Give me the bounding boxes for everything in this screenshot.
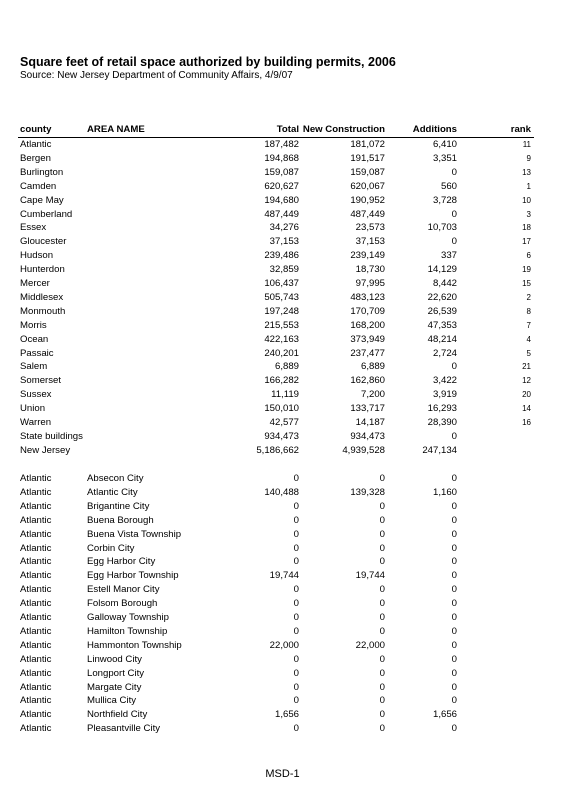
cell-county: Atlantic — [20, 500, 52, 512]
cell-area: Margate City — [87, 681, 142, 693]
cell-county: Atlantic — [20, 542, 52, 554]
cell-rank: 15 — [522, 279, 531, 288]
cell-total: 487,449 — [264, 208, 299, 220]
table-row — [0, 194, 565, 208]
cell-new: 0 — [379, 514, 385, 526]
cell-area: Hammonton Township — [87, 639, 182, 651]
cell-additions: 0 — [451, 430, 457, 442]
cell-county: Atlantic — [20, 639, 52, 651]
cell-total: 0 — [293, 542, 299, 554]
cell-new: 7,200 — [360, 389, 385, 401]
cell-total: 0 — [293, 667, 299, 679]
table-row — [0, 388, 565, 402]
cell-county: Passaic — [20, 347, 54, 359]
cell-total: 240,201 — [264, 347, 299, 359]
cell-new: 0 — [379, 653, 385, 665]
cell-area: Pleasantville City — [87, 723, 161, 735]
cell-county: Atlantic — [20, 514, 52, 526]
cell-total: 0 — [293, 681, 299, 693]
header-area-name: AREA NAME — [87, 124, 145, 135]
cell-rank: 5 — [526, 348, 531, 358]
table-row — [0, 597, 565, 611]
table-row — [0, 360, 565, 374]
cell-county: Middlesex — [20, 291, 64, 303]
header-additions: Additions — [412, 124, 457, 135]
cell-additions: 247,134 — [422, 444, 457, 456]
table-row — [0, 694, 565, 708]
cell-rank: 4 — [526, 334, 531, 344]
cell-rank: 13 — [522, 167, 531, 177]
cell-county: Atlantic — [20, 653, 52, 665]
cell-total: 0 — [293, 612, 299, 623]
cell-additions: 0 — [451, 528, 457, 540]
cell-additions: 0 — [451, 236, 457, 248]
cell-county: Atlantic — [20, 556, 52, 568]
cell-additions: 0 — [451, 208, 457, 220]
cell-area: Hamilton Township — [87, 625, 168, 637]
cell-county: Union — [20, 403, 46, 415]
cell-additions: 22,620 — [427, 291, 457, 303]
cell-total: 0 — [293, 723, 299, 735]
cell-new: 0 — [379, 709, 385, 721]
cell-new: 168,200 — [350, 319, 385, 331]
cell-new: 22,000 — [355, 639, 385, 651]
cell-additions: 0 — [451, 166, 457, 178]
table-row — [0, 625, 565, 639]
cell-county: Salem — [20, 361, 48, 373]
cell-new: 0 — [379, 500, 385, 512]
cell-rank: 11 — [522, 140, 531, 149]
cell-county: Atlantic — [20, 681, 52, 693]
cell-county: Cape May — [20, 194, 64, 206]
cell-county: Atlantic — [20, 486, 52, 498]
source-note: Source: New Jersey Department of Community Affairs, 4/9/07 — [20, 70, 293, 81]
cell-county: Cumberland — [20, 208, 73, 220]
cell-additions: 26,539 — [427, 305, 457, 317]
cell-total: 1,656 — [274, 709, 299, 721]
cell-additions: 0 — [451, 598, 457, 610]
table-row — [0, 208, 565, 222]
table-row — [0, 235, 565, 249]
cell-additions: 0 — [451, 639, 457, 651]
table-row — [0, 249, 565, 263]
table-row — [0, 319, 565, 333]
cell-additions: 0 — [451, 695, 457, 707]
table-row — [0, 138, 565, 152]
cell-total: 934,473 — [264, 430, 299, 442]
cell-new: 159,087 — [350, 166, 385, 178]
cell-area: Galloway Township — [87, 612, 169, 623]
cell-county: Sussex — [20, 389, 52, 401]
cell-additions: 0 — [451, 473, 457, 484]
cell-additions: 0 — [451, 723, 457, 735]
cell-county: Atlantic — [20, 528, 52, 540]
cell-new: 483,123 — [350, 291, 385, 303]
table-row — [0, 333, 565, 347]
table-row — [0, 555, 565, 569]
cell-new: 0 — [379, 667, 385, 679]
cell-area: Northfield City — [87, 709, 148, 721]
cell-total: 150,010 — [264, 403, 299, 415]
cell-rank: 3 — [526, 209, 531, 219]
table-row — [0, 277, 565, 291]
cell-additions: 47,353 — [427, 319, 457, 331]
table-row — [0, 500, 565, 514]
cell-total: 140,488 — [264, 486, 299, 498]
cell-county: Atlantic — [20, 625, 52, 637]
cell-new: 0 — [379, 723, 385, 735]
cell-new: 133,717 — [350, 403, 385, 415]
cell-total: 0 — [293, 653, 299, 665]
cell-additions: 3,422 — [432, 375, 457, 387]
cell-area: Corbin City — [87, 542, 135, 554]
cell-county: Atlantic — [20, 612, 52, 623]
cell-additions: 1,160 — [432, 486, 457, 498]
cell-new: 237,477 — [350, 347, 385, 359]
cell-county: Mercer — [20, 278, 50, 289]
cell-area: Atlantic City — [87, 486, 138, 498]
cell-new: 181,072 — [350, 139, 385, 150]
header-new-construction: New Construction — [302, 124, 385, 135]
table-row — [0, 430, 565, 444]
cell-county: Bergen — [20, 152, 51, 164]
cell-new: 620,067 — [350, 180, 385, 192]
cell-additions: 0 — [451, 514, 457, 526]
cell-additions: 8,442 — [432, 278, 457, 289]
cell-county: Hudson — [20, 250, 54, 262]
table-row — [0, 611, 565, 625]
cell-total: 19,744 — [269, 570, 299, 582]
table-row — [0, 374, 565, 388]
table-row — [0, 514, 565, 528]
cell-total: 106,437 — [264, 278, 299, 289]
cell-new: 239,149 — [350, 250, 385, 262]
cell-total: 194,680 — [264, 194, 299, 206]
cell-total: 0 — [293, 598, 299, 610]
cell-county: Atlantic — [20, 695, 52, 707]
cell-rank: 8 — [526, 306, 531, 316]
cell-total: 215,553 — [264, 319, 299, 331]
page-title: Square feet of retail space authorized by building permits, 2006 — [20, 55, 396, 69]
cell-additions: 560 — [440, 180, 457, 192]
cell-new: 0 — [379, 695, 385, 707]
cell-total: 0 — [293, 625, 299, 637]
cell-additions: 0 — [451, 667, 457, 679]
table-row — [0, 472, 565, 486]
cell-additions: 16,293 — [427, 403, 457, 415]
cell-area: Linwood City — [87, 653, 142, 665]
cell-additions: 1,656 — [432, 709, 457, 721]
cell-new: 0 — [379, 681, 385, 693]
cell-area: Absecon City — [87, 473, 144, 484]
cell-county: Hunterdon — [20, 264, 65, 276]
table-row — [0, 291, 565, 305]
cell-additions: 0 — [451, 653, 457, 665]
cell-new: 0 — [379, 612, 385, 623]
cell-new: 0 — [379, 528, 385, 540]
cell-county: Warren — [20, 417, 52, 428]
cell-new: 14,187 — [355, 417, 385, 428]
cell-rank: 9 — [526, 153, 531, 163]
cell-total: 22,000 — [269, 639, 299, 651]
table-row — [0, 667, 565, 681]
cell-additions: 0 — [451, 361, 457, 373]
cell-additions: 0 — [451, 500, 457, 512]
cell-area: Folsom Borough — [87, 598, 158, 610]
table-row — [0, 263, 565, 277]
cell-new: 0 — [379, 625, 385, 637]
cell-rank: 2 — [526, 292, 531, 302]
cell-additions: 14,129 — [427, 264, 457, 276]
cell-new: 170,709 — [350, 305, 385, 317]
table-header — [0, 123, 565, 137]
cell-total: 620,627 — [264, 180, 299, 192]
cell-new: 139,328 — [350, 486, 385, 498]
cell-total: 0 — [293, 514, 299, 526]
table-row — [0, 681, 565, 695]
cell-total: 42,577 — [269, 417, 299, 428]
cell-rank: 18 — [522, 223, 531, 233]
cell-county: State buildings — [20, 430, 83, 442]
cell-county: Atlantic — [20, 473, 52, 484]
table-row — [0, 305, 565, 319]
cell-county: Atlantic — [20, 667, 52, 679]
table-row — [0, 583, 565, 597]
table-row — [0, 166, 565, 180]
cell-county: Atlantic — [20, 723, 52, 735]
cell-area: Estell Manor City — [87, 584, 160, 596]
cell-total: 0 — [293, 500, 299, 512]
table-row — [0, 444, 565, 458]
cell-total: 0 — [293, 528, 299, 540]
cell-area: Egg Harbor City — [87, 556, 156, 568]
cell-additions: 0 — [451, 556, 457, 568]
cell-additions: 337 — [440, 250, 457, 262]
cell-county: Morris — [20, 319, 47, 331]
cell-total: 11,119 — [271, 389, 299, 401]
cell-new: 0 — [379, 556, 385, 568]
cell-total: 422,163 — [264, 333, 299, 345]
cell-area: Egg Harbor Township — [87, 570, 179, 582]
cell-additions: 0 — [451, 612, 457, 623]
cell-new: 97,995 — [355, 278, 385, 289]
table-row — [0, 653, 565, 667]
cell-new: 0 — [379, 542, 385, 554]
table-row — [0, 486, 565, 500]
cell-rank: 6 — [526, 251, 531, 261]
cell-total: 32,859 — [269, 264, 299, 276]
cell-additions: 48,214 — [427, 333, 457, 345]
cell-additions: 0 — [451, 625, 457, 637]
cell-county: Camden — [20, 180, 57, 192]
cell-county: Monmouth — [20, 305, 66, 317]
cell-area: Brigantine City — [87, 500, 150, 512]
cell-total: 5,186,662 — [256, 444, 299, 456]
cell-additions: 3,919 — [432, 389, 457, 401]
table-row — [0, 416, 565, 430]
cell-new: 37,153 — [355, 236, 385, 248]
cell-total: 0 — [293, 584, 299, 596]
cell-additions: 3,728 — [432, 194, 457, 206]
header-total: Total — [276, 124, 299, 135]
cell-additions: 0 — [451, 542, 457, 554]
header-county: county — [20, 124, 52, 135]
cell-rank: 16 — [522, 418, 531, 427]
cell-rank: 1 — [526, 181, 531, 191]
cell-county: Atlantic — [20, 598, 52, 610]
cell-new: 162,860 — [350, 375, 385, 387]
cell-rank: 7 — [526, 320, 531, 330]
cell-new: 934,473 — [350, 430, 385, 442]
cell-new: 6,889 — [360, 361, 385, 373]
table-row — [0, 569, 565, 583]
cell-rank: 14 — [522, 404, 531, 414]
cell-county: Essex — [20, 222, 47, 234]
cell-total: 166,282 — [264, 375, 299, 387]
cell-additions: 0 — [451, 570, 457, 582]
table-row — [0, 528, 565, 542]
cell-county: Atlantic — [20, 709, 52, 721]
header-rank: rank — [510, 124, 531, 135]
table-row — [0, 180, 565, 194]
cell-rank: 20 — [522, 390, 531, 400]
cell-county: Ocean — [20, 333, 49, 345]
table-row — [0, 152, 565, 166]
table-row — [0, 221, 565, 235]
cell-county: Atlantic — [20, 584, 52, 596]
cell-total: 0 — [293, 556, 299, 568]
cell-county: Burlington — [20, 166, 64, 178]
cell-new: 0 — [379, 598, 385, 610]
cell-total: 6,889 — [274, 361, 299, 373]
cell-additions: 0 — [451, 584, 457, 596]
page-footer: MSD-1 — [265, 768, 300, 780]
cell-rank: 10 — [522, 195, 531, 205]
cell-total: 197,248 — [264, 305, 299, 317]
cell-total: 187,482 — [264, 139, 299, 150]
cell-new: 487,449 — [350, 208, 385, 220]
cell-total: 194,868 — [264, 152, 299, 164]
table-row — [0, 722, 565, 736]
cell-total: 239,486 — [264, 250, 299, 262]
cell-total: 505,743 — [264, 291, 299, 303]
cell-area: Buena Borough — [87, 514, 154, 526]
cell-new: 4,939,528 — [342, 444, 385, 456]
table-row — [0, 542, 565, 556]
cell-county: Atlantic — [20, 570, 52, 582]
cell-total: 34,276 — [269, 222, 299, 234]
cell-new: 190,952 — [350, 194, 385, 206]
cell-additions: 10,703 — [427, 222, 457, 234]
cell-county: Atlantic — [20, 139, 52, 150]
cell-rank: 21 — [522, 362, 531, 372]
cell-rank: 17 — [522, 237, 531, 247]
cell-total: 37,153 — [269, 236, 299, 248]
cell-new: 18,730 — [355, 264, 385, 276]
cell-new: 191,517 — [350, 152, 385, 164]
cell-total: 159,087 — [264, 166, 299, 178]
cell-rank: 12 — [522, 376, 531, 386]
cell-area: Buena Vista Township — [87, 528, 182, 540]
cell-county: New Jersey — [20, 444, 71, 456]
cell-county: Somerset — [20, 375, 62, 387]
cell-new: 0 — [379, 473, 385, 484]
cell-rank: 19 — [522, 265, 531, 275]
table-row — [0, 639, 565, 653]
cell-new: 23,573 — [355, 222, 385, 234]
cell-county: Gloucester — [20, 236, 67, 248]
cell-new: 373,949 — [350, 333, 385, 345]
cell-additions: 2,724 — [432, 347, 457, 359]
cell-area: Mullica City — [87, 695, 137, 707]
cell-total: 0 — [293, 695, 299, 707]
cell-total: 0 — [293, 473, 299, 484]
cell-additions: 28,390 — [427, 417, 457, 428]
cell-additions: 6,410 — [432, 139, 457, 150]
cell-new: 0 — [379, 584, 385, 596]
table-row — [0, 708, 565, 722]
cell-new: 19,744 — [355, 570, 385, 582]
cell-additions: 0 — [451, 681, 457, 693]
table-row — [0, 402, 565, 416]
cell-area: Longport City — [87, 667, 145, 679]
cell-additions: 3,351 — [432, 152, 457, 164]
table-row — [0, 347, 565, 361]
